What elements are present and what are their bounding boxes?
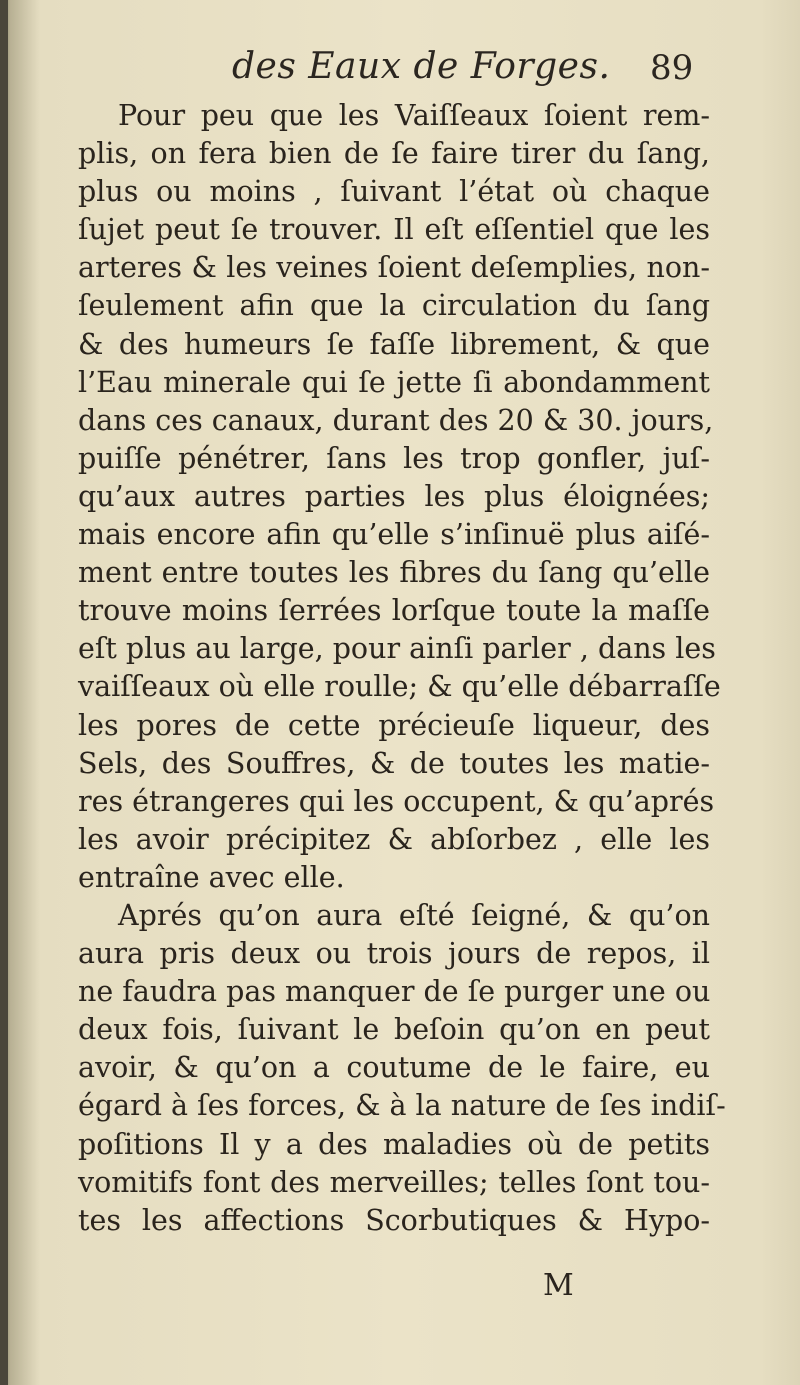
text-line: ment entre toutes les fibres du ſang qu’elle <box>78 556 710 590</box>
page-number: 89 <box>650 48 694 88</box>
text-line: vomitifs font des merveilles; telles ſont tou- <box>78 1165 710 1199</box>
text-line: plis, on fera bien de ſe faire tirer du ſang, <box>78 137 710 171</box>
running-title: des Eaux de Forges. <box>232 46 611 87</box>
text-line: tes les affections Scorbutiques & Hypo- <box>78 1203 710 1237</box>
text-line: ſujet peut ſe trouver. Il eſt eſſentiel que les <box>78 213 710 247</box>
text-line: aura pris deux ou trois jours de repos, il <box>78 937 710 971</box>
text-line: qu’aux autres parties les plus éloignées; <box>78 479 710 513</box>
text-line: arteres & les veines ſoient deſemplies, non- <box>78 251 710 285</box>
text-line: & des humeurs ſe faſſe librement, & que <box>78 327 710 361</box>
text-line: dans ces canaux, durant des 20 & 30. jours, <box>78 403 714 437</box>
text-line: vaiſſeaux où elle roulle; & qu’elle débarraſſe <box>78 670 721 704</box>
text-line: deux fois, ſuivant le beſoin qu’on en peut <box>78 1013 710 1047</box>
text-line: eſt plus au large, pour ainſi parler , dans les <box>78 632 716 666</box>
text-line: trouve moins ſerrées lorſque toute la maſſe <box>78 594 710 628</box>
book-spine-shadow <box>0 0 8 1385</box>
text-line: plus ou moins , ſuivant l’état où chaque <box>78 175 710 209</box>
text-line: res étrangeres qui les occupent, & qu’aprés <box>78 784 715 818</box>
text-line: Pour peu que les Vaiſſeaux ſoient rem- <box>118 99 710 132</box>
text-line: égard à ſes forces, & à la nature de ſes indiſ- <box>78 1089 726 1123</box>
text-line: Sels, des Souffres, & de toutes les matie- <box>78 746 710 780</box>
text-line: puiſſe pénétrer, ſans les trop gonfler, juſ- <box>78 441 710 475</box>
text-line: ſeulement afin que la circulation du ſang <box>78 289 710 323</box>
text-line: entraîne avec elle. <box>78 860 345 894</box>
body-text <box>78 97 726 1240</box>
text-line: ne faudra pas manquer de ſe purger une ou <box>78 975 711 1009</box>
text-line: les avoir précipitez & abſorbez , elle les <box>78 822 710 856</box>
catchword: M <box>543 1268 575 1303</box>
text-line: Aprés qu’on aura eſté ſeigné, & qu’on <box>118 898 710 932</box>
text-line: avoir, & qu’on a coutume de le faire, eu <box>78 1051 710 1085</box>
text-line: l’Eau minerale qui ſe jette ſi abondamment <box>78 365 710 399</box>
page-header <box>0 38 800 98</box>
text-line: poſitions Il y a des maladies où de petits <box>78 1127 710 1161</box>
text-line: les pores de cette précieuſe liqueur, des <box>78 708 710 742</box>
text-line: mais encore afin qu’elle s’inſinuë plus aiſé- <box>78 518 710 552</box>
